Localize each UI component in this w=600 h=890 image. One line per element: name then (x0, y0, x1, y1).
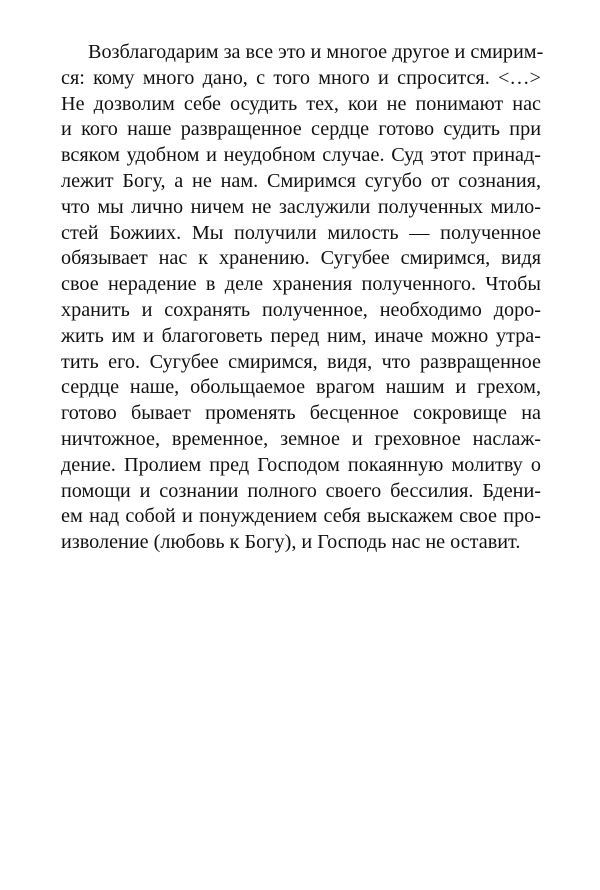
text-line: ся: кому много дано, с того много и спросится. <…> (61, 66, 541, 89)
text-line: что мы лично ничем не заслужили полученных мило- (61, 195, 541, 218)
text-line: помощи и сознании полного своего бессилия. Бдени- (61, 479, 541, 502)
text-line: свое нерадение в деле хранения полученного. Чтобы (61, 273, 541, 296)
text-line: хранить и сохранять полученное, необходимо доро- (61, 298, 541, 321)
body-paragraph (61, 40, 544, 556)
text-line: и кого наше развращенное сердце готово судить при (61, 118, 541, 141)
text-line: сердце наше, обольщаемое врагом нашим и грехом, (61, 376, 541, 399)
text-line: жить им и благоговеть перед ним, иначе можно утра- (61, 324, 541, 347)
text-line: ничтожное, временное, земное и греховное наслаж- (61, 427, 541, 450)
text-line: Не дозволим себе осудить тех, кои не понимают нас (61, 92, 541, 115)
text-line: лежит Богу, а не нам. Смиримся сугубо от сознания, (61, 169, 541, 192)
text-line: обязывает нас к хранению. Сугубее смиримся, видя (61, 247, 541, 270)
text-line: изволение (любовь к Богу), и Господь нас не оставит. (61, 531, 521, 554)
text-line: тить его. Сугубее смиримся, видя, что развращенное (61, 350, 541, 373)
text-line: готово бывает променять бесценное сокровище на (61, 402, 541, 425)
text-line: всяком удобном и неудобном случае. Суд этот принад- (61, 144, 541, 167)
text-line: ем над собой и понуждением себя выскажем свое про- (61, 505, 541, 528)
text-line: Возблагодарим за все это и многое другое и смирим- (88, 41, 544, 63)
text-line: стей Божиих. Мы получили милость — полученное (61, 221, 541, 244)
text-line: дение. Пролием пред Господом покаянную молитву о (61, 453, 541, 476)
